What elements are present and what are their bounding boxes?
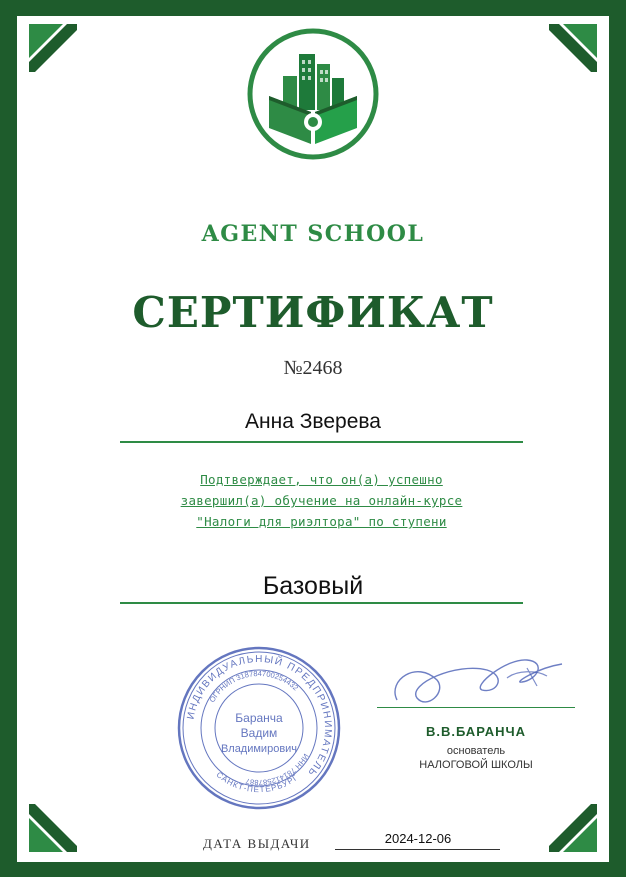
stamp-center-line: Вадим [240, 726, 278, 740]
description [117, 469, 526, 532]
issue-date-label: ДАТА ВЫДАЧИ [203, 836, 311, 851]
description-line: завершил(а) обучение на онлайн-курсе [180, 493, 463, 508]
issue-date-line [335, 849, 500, 850]
certificate-title: СЕРТИФИКАТ [132, 288, 494, 337]
stamp-center-line: Баранча [235, 711, 283, 725]
corner-ornament-top-right [549, 24, 597, 72]
corner-ornament-top-left [29, 24, 77, 72]
official-stamp [175, 644, 343, 812]
stamp-city: САНКТ-ПЕТЕРБУРГ [214, 770, 301, 795]
signatory-role [377, 744, 575, 772]
signatory-name: В.В.БАРАНЧА [425, 724, 527, 739]
book-city-icon [245, 26, 381, 162]
stamp-inn: ИНН 781412587887 [244, 752, 311, 788]
description-line: "Налоги для риэлтора" по ступени [196, 514, 447, 529]
recipient-name: Анна Зверева [245, 410, 381, 433]
course-level: Базовый [262, 572, 364, 600]
signature-line [377, 707, 575, 708]
stamp-ring-top: ИНДИВИДУАЛЬНЫЙ ПРЕДПРИНИМАТЕЛЬ [185, 653, 334, 779]
certificate-number: №2468 [283, 357, 343, 379]
description-line: Подтверждает, что он(а) успешно [200, 472, 443, 487]
signatory-role-line: основатель [446, 745, 506, 757]
stamp-ogrnip: ОГРНИП 318784700254432 [207, 668, 301, 704]
stamp-center-line: Владимирович [220, 743, 298, 755]
school-name: AGENT SCHOOL [201, 221, 425, 247]
corner-ornament-bottom-right [549, 804, 597, 852]
handwritten-signature [387, 640, 577, 720]
recipient-underline [120, 441, 523, 443]
level-underline [120, 602, 523, 604]
signatory-role-line: НАЛОГОВОЙ ШКОЛЫ [419, 759, 533, 771]
issue-date-value: 2024-12-06 [384, 831, 452, 846]
certificate-paper [17, 16, 609, 862]
corner-ornament-bottom-left [29, 804, 77, 852]
